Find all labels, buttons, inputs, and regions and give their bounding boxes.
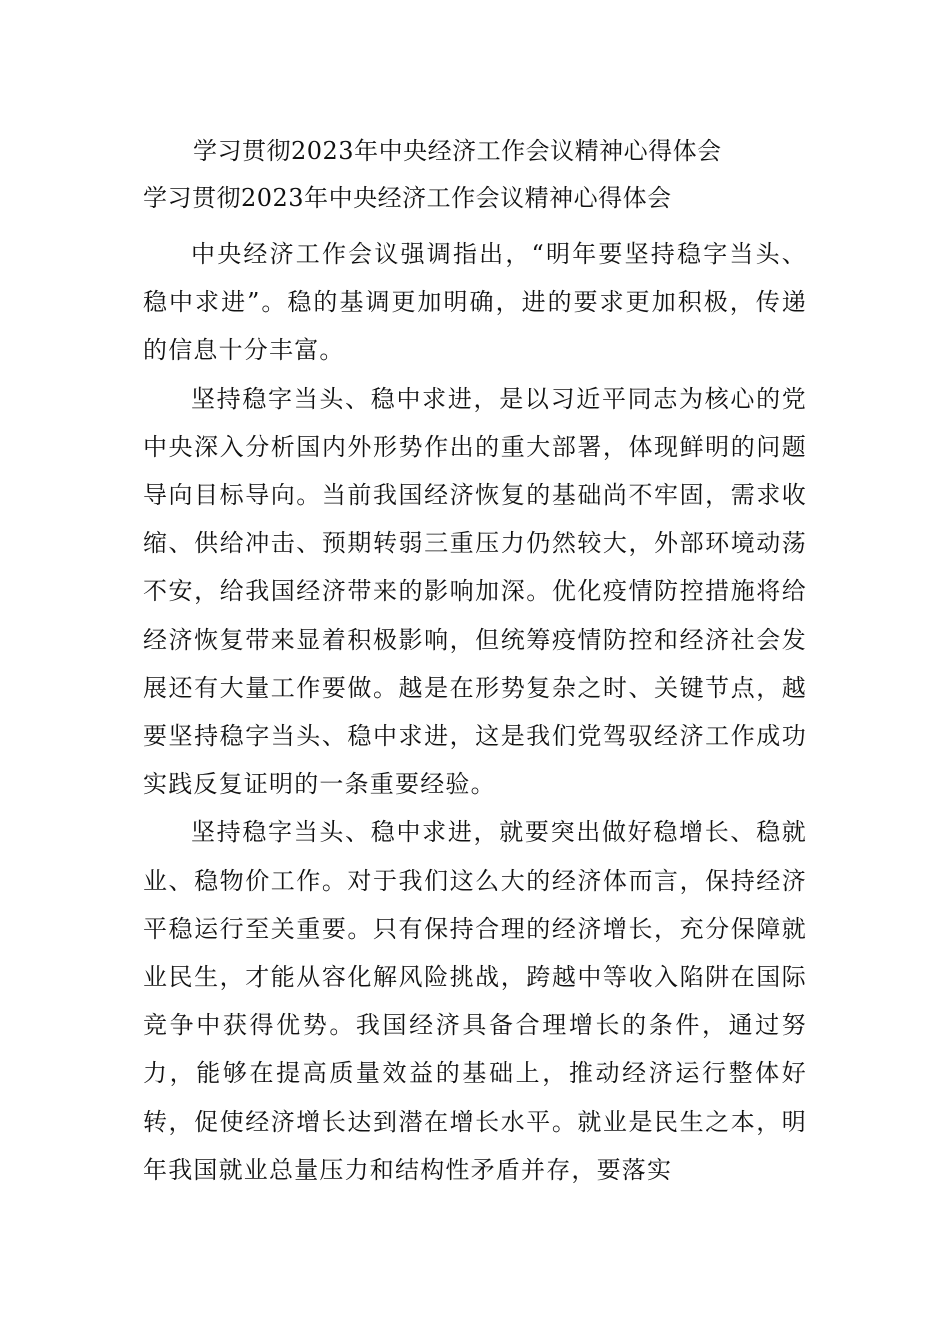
paragraph-1: 中央经济工作会议强调指出，“明年要坚持稳字当头、稳中求进”。稳的基调更加明确，进的要求更加积极，传递的信息十分丰富。 bbox=[143, 240, 807, 365]
paragraph-3: 坚持稳字当头、稳中求进，就要突出做好稳增长、稳就业、稳物价工作。对于我们这么大的经济体而言，保持经济平稳运行至关重要。只有保持合理的经济增长，充分保障就业民生，才能从容化解风险挑战，跨越中等收入陷阱在国际竞争中获得优势。我国经济具备合理增长的条件，通过努力，能够在提高质量效益的基础上，推动经济运行整体好转，促使经济增长达到潜在增长水平。就业是民生之本，明年我国就业总量压力和结构性矛盾并存，要落实 bbox=[143, 818, 807, 1184]
document-title: 学习贯彻2023年中央经济工作会议精神心得体会 bbox=[193, 137, 722, 165]
paragraph-2: 坚持稳字当头、稳中求进，是以习近平同志为核心的党中央深入分析国内外形势作出的重大部署，体现鲜明的问题导向目标导向。当前我国经济恢复的基础尚不牢固，需求收缩、供给冲击、预期转弱三重压力仍然较大，外部环境动荡不安，给我国经济带来的影响加深。优化疫情防控措施将给经济恢复带来显着积极影响，但统筹疫情防控和经济社会发展还有大量工作要做。越是在形势复杂之时、关键节点，越要坚持稳字当头、稳中求进，这是我们党驾驭经济工作成功实践反复证明的一条重要经验。 bbox=[143, 384, 807, 799]
document-body bbox=[143, 230, 807, 1194]
document-subtitle: 学习贯彻2023年中央经济工作会议精神心得体会 bbox=[143, 184, 672, 212]
